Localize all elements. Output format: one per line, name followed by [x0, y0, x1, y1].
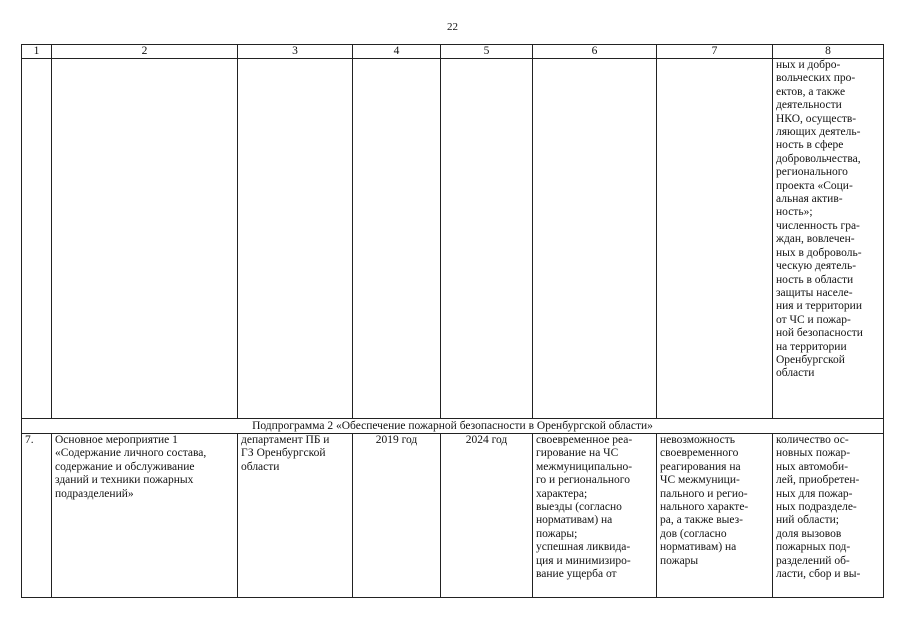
header-cell-3: 3	[238, 45, 353, 59]
cell-empty	[441, 59, 533, 419]
table-row	[22, 434, 884, 598]
header-cell-8: 8	[773, 45, 884, 59]
cell-empty	[533, 59, 657, 419]
activities-table	[21, 44, 884, 598]
header-cell-4: 4	[353, 45, 441, 59]
header-cell-5: 5	[441, 45, 533, 59]
indicators-cell: количество ос- новных пожар- ных автомоби- лей, приобретен- ных для пожар- ных подразделе- ний области; доля вызовов пожарных под- разделений об- ласти, сбор и вы-	[773, 434, 884, 598]
page-number: 22	[447, 21, 458, 33]
header-cell-2: 2	[52, 45, 238, 59]
subprogram-title: Подпрограмма 2 «Обеспечение пожарной безопасности в Оренбургской области»	[22, 419, 884, 434]
cell-empty	[22, 59, 52, 419]
responsible-executor: департамент ПБ и ГЗ Оренбургской области	[238, 434, 353, 598]
header-cell-1: 1	[22, 45, 52, 59]
start-year: 2019 год	[353, 434, 441, 598]
end-year: 2024 год	[441, 434, 533, 598]
activity-name: Основное мероприятие 1 «Содержание личного состава, содержание и обслуживание зданий и техники пожарных подразделений»	[52, 434, 238, 598]
row-number: 7.	[22, 434, 52, 598]
header-cell-7: 7	[657, 45, 773, 59]
cell-empty	[353, 59, 441, 419]
indicators-cell: ных и добро- вольческих про- ектов, а также деятельности НКО, осуществ- ляющих деятель- ность в сфере добровольчества, регионального проекта «Соци- альная актив- ность»; численность гра- ждан, вовлечен- ных в доброволь- ческую деятель- ность в области защиты населе- ния и территории от ЧС и пожар- ной безопасности на территории Оренбургской области	[773, 59, 884, 419]
cell-empty	[52, 59, 238, 419]
subprogram-row	[22, 419, 884, 434]
consequences-cell: невозможность своевременного реагирования на ЧС межмуници- пального и регио- нального характе- ра, а также выез- дов (согласно нормативам) на пожары	[657, 434, 773, 598]
cell-empty	[238, 59, 353, 419]
expected-result: своевременное реа- гирование на ЧС межмуниципально- го и регионального характера; выезды (согласно нормативам) на пожары; успешная ликвида- ция и минимизиро- вание ущерба от	[533, 434, 657, 598]
header-row	[22, 45, 884, 59]
header-cell-6: 6	[533, 45, 657, 59]
table-row	[22, 59, 884, 419]
cell-empty	[657, 59, 773, 419]
